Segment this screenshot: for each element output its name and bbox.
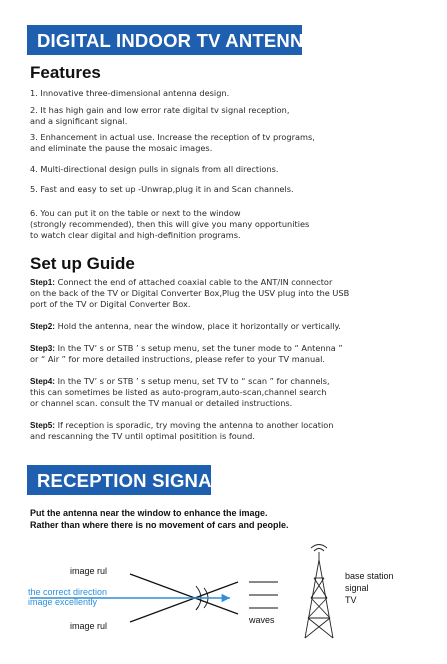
feature-item	[30, 184, 430, 195]
feature-item	[30, 132, 430, 154]
setup-step-text: and rescanning the TV until optimal positition is found.	[30, 431, 255, 441]
setup-step-label: Step4:	[30, 377, 56, 386]
feature-item	[30, 208, 430, 241]
tv-label: TV	[345, 595, 357, 605]
setup-step-text: If reception is sporadic, try moving the antenna to another location	[55, 420, 334, 430]
image-rul-top-label: image rul	[70, 566, 108, 576]
title-banner: DIGITAL INDOOR TV ANTENNA	[27, 25, 302, 55]
setup-step-line	[30, 420, 430, 431]
setup-step-line	[30, 376, 430, 387]
setup-step-text: on the back of the TV or Digital Converter Box,Plug the USV plug into the USB	[30, 288, 350, 298]
setup-step-label: Step2:	[30, 322, 56, 331]
setup-step	[30, 277, 430, 310]
image-excellently-label: image excellently	[28, 597, 98, 607]
setup-step-text: or channel scan. consult the TV manual or detailed instructions.	[30, 398, 293, 408]
feature-line: (strongly recommended), then this will give you many opportunities	[30, 219, 310, 229]
feature-line: 4. Multi-directional design pulls in signals from all directions.	[30, 164, 279, 174]
feature-line: 2. It has high gain and low error rate digital tv signal reception,	[30, 105, 290, 115]
feature-line: 5. Fast and easy to set up -Unwrap,plug it in and Scan channels.	[30, 184, 294, 194]
setup-step-line	[30, 431, 430, 442]
reception-signal-banner: RECEPTION SIGNAL	[27, 465, 211, 495]
feature-line: and eliminate the pause the mosaic images.	[30, 143, 213, 153]
signal-label: signal	[345, 583, 369, 593]
setup-step-line	[30, 343, 430, 354]
signal-tower-icon	[305, 545, 333, 639]
setup-step-text: or “ Air ” for more detailed instructions, please refer to your TV manual.	[30, 354, 326, 364]
setup-step-text: Hold the antenna, near the window, place it horizontally or vertically.	[55, 321, 341, 331]
setup-step-label: Step3:	[30, 344, 56, 353]
waves-label: waves	[249, 615, 275, 625]
setup-step-label: Step5:	[30, 421, 56, 430]
setup-step-line	[30, 288, 430, 299]
feature-item	[30, 88, 430, 99]
feature-line: and a significant signal.	[30, 116, 128, 126]
feature-line: 1. Innovative three-dimensional antenna design.	[30, 88, 230, 98]
setup-step-text: Connect the end of attached coaxial cable to the ANT/IN connector	[55, 277, 333, 287]
feature-item	[30, 105, 430, 127]
feature-line: to watch clear digital and high-definition programs.	[30, 230, 241, 240]
feature-item	[30, 164, 430, 175]
correct-direction-label: the correct direction	[28, 587, 108, 597]
image-rul-bottom-label: image rul	[70, 621, 108, 631]
feature-line: 6. You can put it on the table or next to the window	[30, 208, 241, 218]
setup-step	[30, 343, 430, 365]
setup-step-text: In the TV’ s or STB ’ s setup menu, set the tuner mode to “ Antenna ”	[55, 343, 343, 353]
setup-step	[30, 321, 430, 332]
setup-step-line	[30, 398, 430, 409]
feature-line: 3. Enhancement in actual use. Increase the reception of tv programs,	[30, 132, 315, 142]
reception-diagram	[0, 538, 447, 664]
setup-guide-heading: Set up Guide	[30, 254, 135, 273]
setup-step	[30, 376, 430, 409]
setup-step-text: this can sometimes be listed as auto-program,auto-scan,channel search	[30, 387, 327, 397]
setup-step-label: Step1:	[30, 278, 56, 287]
setup-step-line	[30, 277, 430, 288]
setup-step	[30, 420, 430, 442]
reception-line-1: Put the antenna near the window to enhance the image.	[30, 508, 268, 518]
setup-step-line	[30, 354, 430, 365]
setup-step-text: port of the TV or Digital Converter Box.	[30, 299, 191, 309]
reception-line-2: Rather than where there is no movement of cars and people.	[30, 520, 289, 530]
waves-icon	[249, 582, 278, 608]
features-heading: Features	[30, 63, 101, 82]
setup-step-line	[30, 387, 430, 398]
setup-step-text: In the TV’ s or STB ’ s setup menu, set TV to “ scan ” for channels,	[55, 376, 330, 386]
base-station-label: base station	[345, 571, 394, 581]
setup-step-line	[30, 321, 430, 332]
setup-step-line	[30, 299, 430, 310]
